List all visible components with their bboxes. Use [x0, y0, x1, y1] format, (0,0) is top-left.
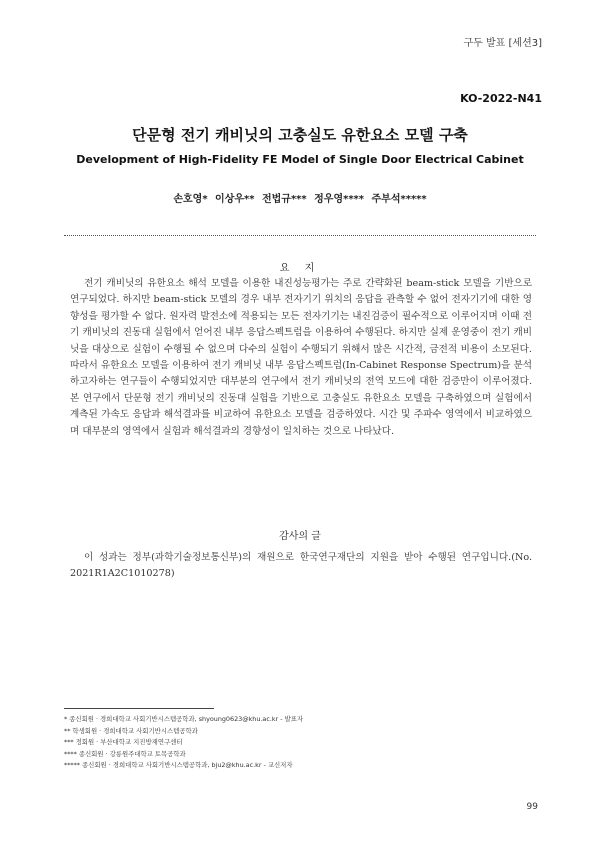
paper-id: KO-2022-N41	[460, 92, 542, 105]
footnote-item: * 종신회원 · 경희대학교 사회기반시스템공학과, shyoung0623@khu.ac.kr - 발표자	[64, 715, 304, 723]
title-english: Development of High-Fidelity FE Model of Single Door Electrical Cabinet	[76, 153, 524, 166]
author-list: 손호영* 이상우** 전법규*** 정우영**** 주부석*****	[173, 194, 427, 205]
footnote-item: *** 정회원 · 부산대학교 지진방재연구센터	[64, 738, 183, 747]
footnote-list	[64, 714, 544, 772]
footnote-rule	[64, 708, 214, 709]
page-number: 99	[526, 802, 538, 812]
acknowledgement-heading: 감사의 글	[279, 531, 321, 542]
abstract-heading: 요 지	[279, 263, 321, 274]
footnote-item: **** 종신회원 · 강릉원주대학교 토목공학과	[64, 749, 186, 758]
footnote-item: ** 학생회원 · 경희대학교 사회기반시스템공학과	[64, 726, 198, 735]
section-divider	[64, 235, 536, 236]
session-label: 구두 발표 [세션3]	[463, 38, 542, 49]
footnote-item: ***** 종신회원 · 경희대학교 사회기반시스템공학과, bju2@khu.ac.kr - 교신저자	[64, 761, 293, 770]
acknowledgement-body: 이 성과는 정부(과학기술정보통신부)의 재원으로 한국연구재단의 지원을 받아 수행된 연구입니다.(No. 2021R1A2C1010278)	[70, 552, 532, 580]
abstract-body: 전기 캐비닛의 유한요소 해석 모델을 이용한 내진성능평가는 주로 간략화된 beam-stick 모델을 기반으로 연구되었다. 하지만 beam-stick 모델의 경우 내부 전자기기 위치의 응답을 관측할 수 없어 전자기기에 대한 영향성을 평가할 수 없다. 원자력 발전소에 적용되는 모든 전자기기는 내진검증이 필수적으로 이루어지며 이때 전기 캐비닛의 진동대 실험에서 얻어진 내부 응답스펙트럼을 이용하여 수행된다. 하지만 실제 운영중이 전기 캐비닛을 대상으로 실험이 수행될 수 없으며 다수의 실험이 수행되기 위해서 많은 시간적, 금전적 비용이 소모된다. 따라서 유한요소 모델을 이용하여 전기 캐비닛 내부 응답스펙트럼(In-Cabinet Response Spectrum)을 분석하고자하는 연구들이 수행되었지만 대부분의 연구에서 전기 캐비닛의 전역 모드에 대한 검증만이 이루어졌다. 본 연구에서 단문형 전기 캐비닛의 진동대 실험을 기반으로 고충실도 유한요소 모델을 구축하였으며 실험에서 계측된 가속도 응답과 해석결과를 비교하여 유한요소 모델을 검증하였다. 시간 및 주파수 영역에서 비교하였으며 대부분의 영역에서 실험과 해석결과의 경향성이 일치하는 것으로 나타났다.	[70, 278, 532, 437]
title-korean: 단문형 전기 캐비닛의 고충실도 유한요소 모델 구축	[132, 126, 468, 144]
